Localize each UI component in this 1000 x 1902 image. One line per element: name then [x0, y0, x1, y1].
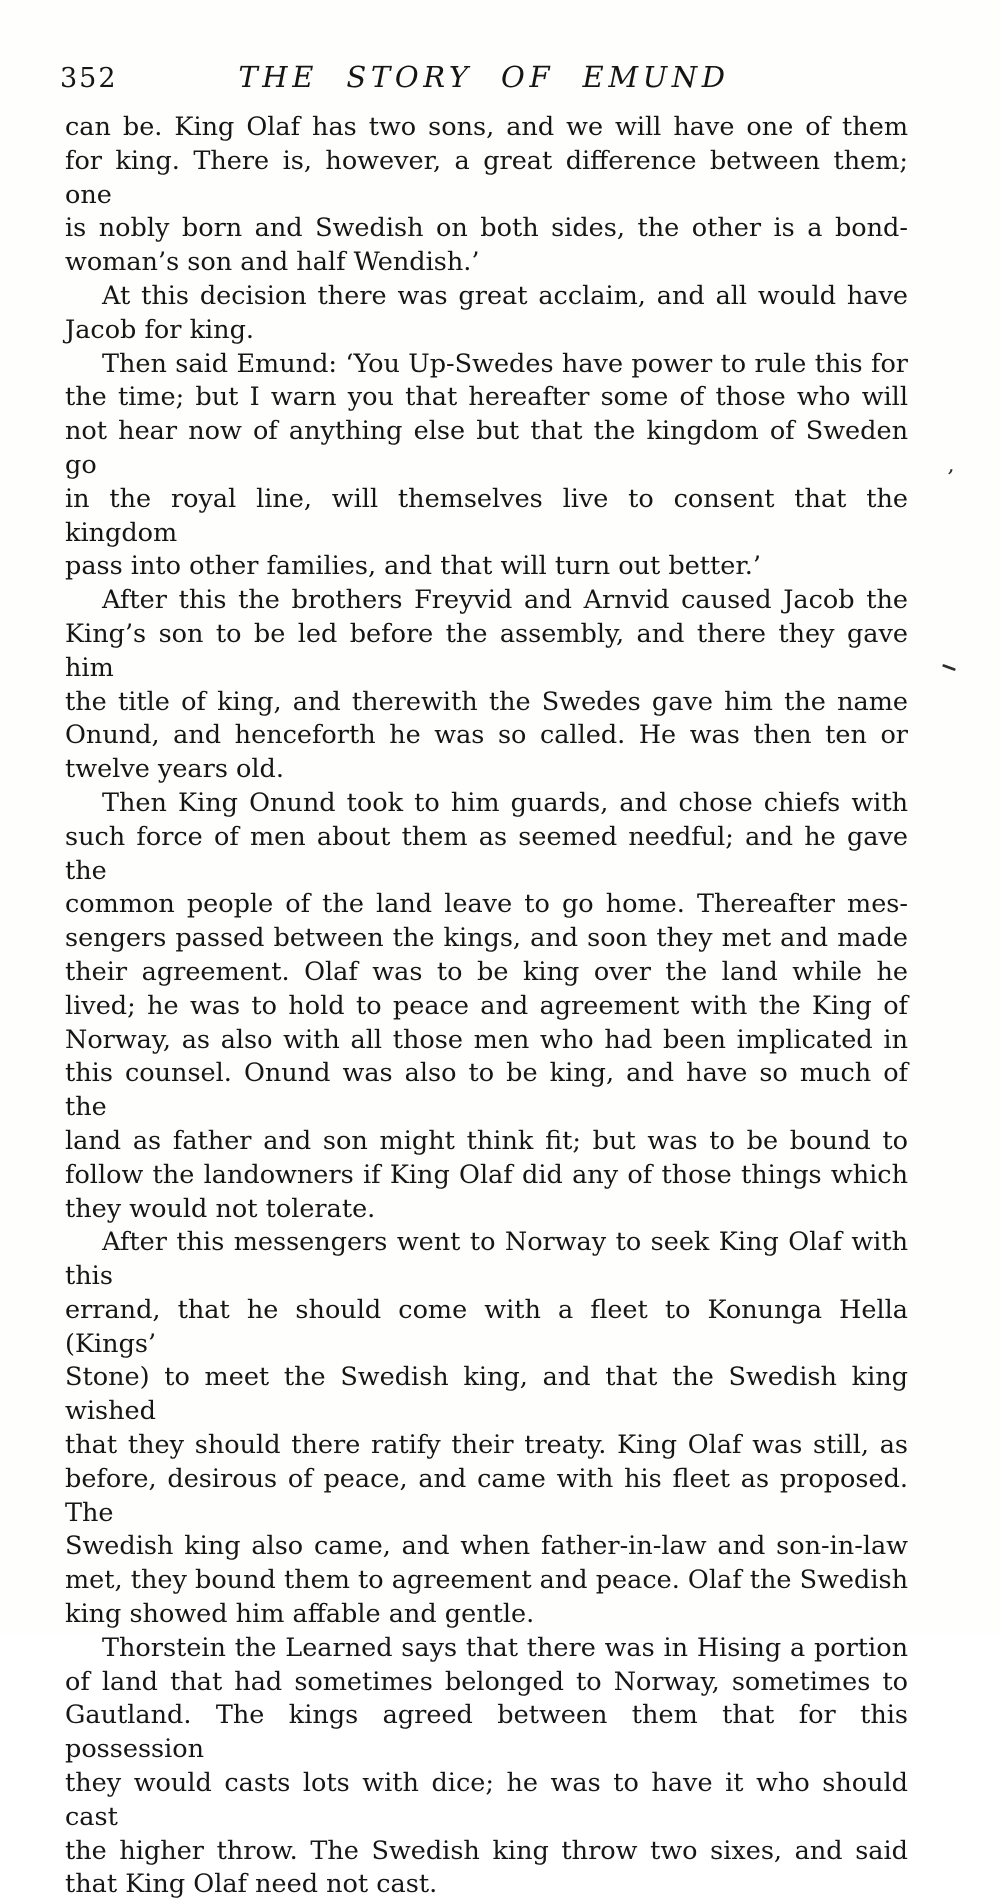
scan-artifact-comma: ’ — [944, 465, 955, 492]
text-line: such force of men about them as seemed needful; and he gave the — [65, 821, 908, 886]
text-line: king showed him affable and gentle. — [65, 1599, 535, 1630]
text-line: in the royal line, will themselves live to consent that the kingdom — [65, 483, 908, 548]
text-line: land as father and son might think fit; but was to be bound to — [65, 1125, 908, 1156]
scan-artifact-tick — [942, 664, 956, 672]
text-line: Jacob for king. — [65, 314, 255, 345]
text-line: the title of king, and therewith the Swedes gave him the name — [65, 686, 908, 717]
text-line: met, they bound them to agreement and peace. Olaf the Swedish — [65, 1565, 908, 1596]
paragraph-1 — [65, 111, 908, 280]
text-line: that they should there ratify their treaty. King Olaf was still, as — [65, 1430, 908, 1461]
text-line: Then said Emund: ‘You Up-Swedes have power to rule this for — [102, 348, 908, 379]
text-line: Then King Onund took to him guards, and chose chiefs with — [102, 787, 908, 818]
paragraph-4 — [65, 584, 908, 787]
text-line: sengers passed between the kings, and soon they met and made — [65, 923, 908, 954]
body-text — [65, 111, 908, 1902]
text-line: At this decision there was great acclaim, and all would have — [102, 280, 908, 311]
running-title: THE STORY OF EMUND — [238, 60, 730, 94]
text-line: they would casts lots with dice; he was to have it who should cast — [65, 1768, 908, 1832]
text-line: this counsel. Onund was also to be king, and have so much of the — [65, 1058, 908, 1123]
paragraph-5 — [65, 787, 908, 1226]
text-line: of land that had sometimes belonged to Norway, sometimes to — [65, 1666, 908, 1697]
page-header — [60, 60, 908, 100]
text-line: the higher throw. The Swedish king throw two sixes, and said — [65, 1835, 908, 1866]
text-line: Onund, and henceforth he was so called. He was then ten or — [65, 720, 908, 751]
text-line: woman’s son and half Wendish.’ — [65, 247, 480, 278]
text-line: can be. King Olaf has two sons, and we will have one of them — [65, 112, 908, 142]
text-line: is nobly born and Swedish on both sides, the other is a bond- — [65, 213, 908, 244]
text-line: they would not tolerate. — [65, 1193, 376, 1224]
paragraph-6 — [65, 1226, 908, 1632]
text-line: errand, that he should come with a fleet to Konunga Hella (Kings’ — [65, 1294, 908, 1359]
page-number: 352 — [60, 63, 118, 94]
text-line: lived; he was to hold to peace and agreement with the King of — [65, 990, 908, 1021]
paragraph-3 — [65, 348, 908, 585]
text-line: Stone) to meet the Swedish king, and that the Swedish king wished — [65, 1362, 908, 1427]
text-line: that King Olaf need not cast. — [65, 1869, 438, 1900]
text-line: twelve years old. — [65, 754, 284, 785]
text-line: their agreement. Olaf was to be king over the land while he — [65, 956, 908, 987]
text-line: Thorstein the Learned says that there was in Hising a portion — [102, 1632, 908, 1663]
text-line: Swedish king also came, and when father-in-law and son-in-law — [65, 1531, 908, 1562]
paragraph-2 — [65, 280, 908, 348]
text-line: Norway, as also with all those men who had been implicated in — [65, 1024, 908, 1055]
text-line: not hear now of anything else but that the kingdom of Sweden go — [65, 416, 908, 480]
text-line: Gautland. The kings agreed between them that for this possession — [65, 1700, 908, 1765]
text-line: before, desirous of peace, and came with his fleet as proposed. The — [65, 1463, 908, 1528]
text-line: follow the landowners if King Olaf did any of those things which — [65, 1159, 908, 1190]
text-line: After this the brothers Freyvid and Arnvid caused Jacob the — [102, 585, 908, 616]
text-line: pass into other families, and that will turn out better.’ — [65, 551, 761, 582]
text-line: the time; but I warn you that hereafter some of those who will — [65, 382, 908, 413]
text-line: After this messengers went to Norway to seek King Olaf with this — [65, 1227, 908, 1292]
paragraph-7 — [65, 1632, 908, 1902]
text-line: for king. There is, however, a great difference between them; one — [65, 145, 908, 210]
text-line: common people of the land leave to go home. Thereafter mes- — [65, 889, 908, 920]
text-line: King’s son to be led before the assembly, and there they gave him — [65, 618, 908, 683]
